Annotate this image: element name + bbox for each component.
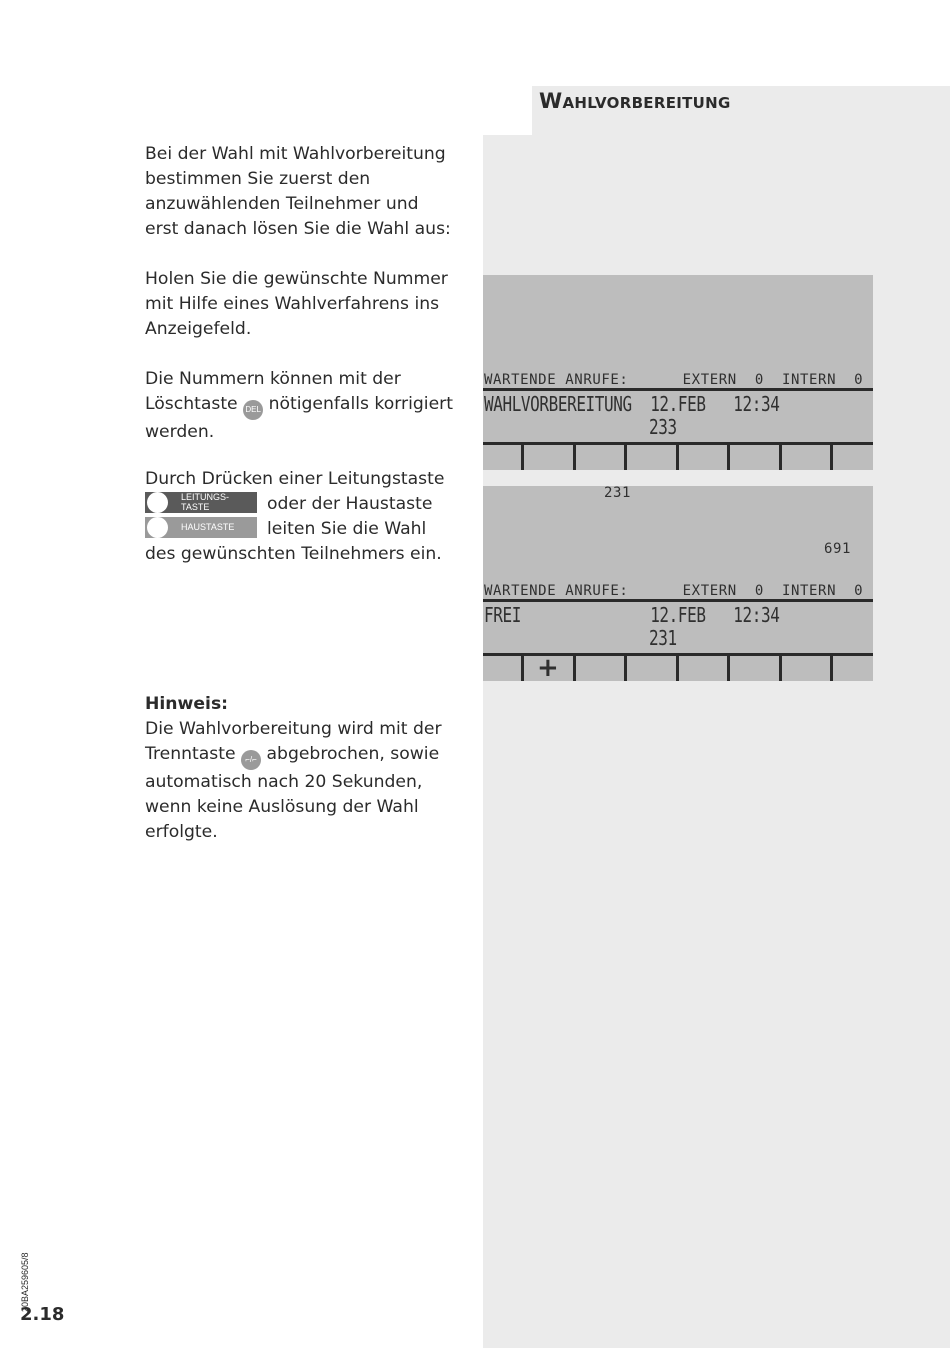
paragraph-dial-end: des gewünschten Teilnehmers ein. — [145, 544, 442, 564]
lcd-softkey-bar — [483, 444, 873, 470]
paragraph-number: Holen Sie die gewünschte Nummer mit Hilfe eines Wahlverfahrens ins Anzeigefeld. — [145, 269, 448, 339]
softkey-separator — [573, 655, 576, 681]
softkey-separator — [676, 444, 679, 470]
title-tab — [532, 86, 950, 136]
softkey-separator — [830, 444, 833, 470]
hinweis-block — [145, 692, 455, 845]
paragraph-correct-after: nötigenfalls korrigiert werden. — [145, 394, 453, 442]
softkey-separator — [779, 444, 782, 470]
paragraph-line-key — [145, 467, 455, 492]
lcd-status-line: WARTENDE ANRUFE: EXTERN 0 INTERN 0 — [484, 372, 864, 388]
paragraph-dial: leiten Sie die Wahl — [267, 519, 427, 539]
plus-icon: + — [537, 653, 559, 683]
hinweis-title: Hinweis: — [145, 694, 229, 714]
lcd-divider — [483, 599, 873, 602]
page-title: Wahlvorbereitung — [539, 89, 731, 113]
softkey-separator — [727, 655, 730, 681]
document-code: 20BA259605/8 — [20, 1252, 30, 1312]
paragraph-house-key: oder der Haustaste — [267, 494, 433, 514]
house-key-label: HAUSTASTE — [181, 522, 235, 532]
lcd-line-1: FREI 12.FEB 12:34 — [484, 603, 780, 627]
softkey-separator — [624, 444, 627, 470]
softkey-separator — [521, 444, 524, 470]
paragraph-correct — [145, 367, 455, 445]
line-key-label: LEITUNGS- TASTE — [181, 492, 230, 512]
softkey-separator — [727, 444, 730, 470]
lcd-status-line: WARTENDE ANRUFE: EXTERN 0 INTERN 0 — [484, 583, 864, 599]
lcd-top-number: 231 — [604, 485, 632, 501]
lcd-display-free — [483, 486, 873, 681]
house-key-circle — [147, 517, 168, 538]
lcd-right-number: 691 — [824, 541, 852, 557]
line-key-icon — [145, 492, 257, 513]
softkey-separator — [573, 444, 576, 470]
softkey-separator — [779, 655, 782, 681]
line-key-circle — [147, 492, 168, 513]
disconnect-key-icon: ⌐/⌐ — [241, 750, 261, 770]
house-key-icon — [145, 517, 257, 538]
softkey-separator — [521, 655, 524, 681]
lcd-softkey-bar — [483, 655, 873, 681]
lcd-line-2: 233 — [649, 415, 677, 439]
lcd-divider — [483, 388, 873, 391]
softkey-separator — [830, 655, 833, 681]
hinweis-text-before: Die Wahlvorbereitung wird mit der Trenntaste — [145, 719, 442, 764]
page-number: 2.18 — [20, 1304, 65, 1325]
lcd-display-prepared — [483, 275, 873, 470]
softkey-separator — [624, 655, 627, 681]
paragraph-intro: Bei der Wahl mit Wahlvorbereitung bestimmen Sie zuerst den anzuwählenden Teilnehmer und erst danach lösen Sie die Wahl aus: — [145, 144, 451, 239]
hinweis-text-after: abgebrochen, sowie automatisch nach 20 Sekunden, wenn keine Auslösung der Wahl erfolgte. — [145, 744, 440, 842]
paragraph-line-key-before: Durch Drücken einer Leitungstaste — [145, 469, 445, 489]
paragraph-correct-before: Die Nummern können mit der Löschtaste — [145, 369, 401, 414]
softkey-separator — [676, 655, 679, 681]
del-key-icon: DEL — [243, 400, 263, 420]
lcd-line-2: 231 — [649, 626, 677, 650]
lcd-line-1: WAHLVORBEREITUNG 12.FEB 12:34 — [484, 392, 780, 416]
